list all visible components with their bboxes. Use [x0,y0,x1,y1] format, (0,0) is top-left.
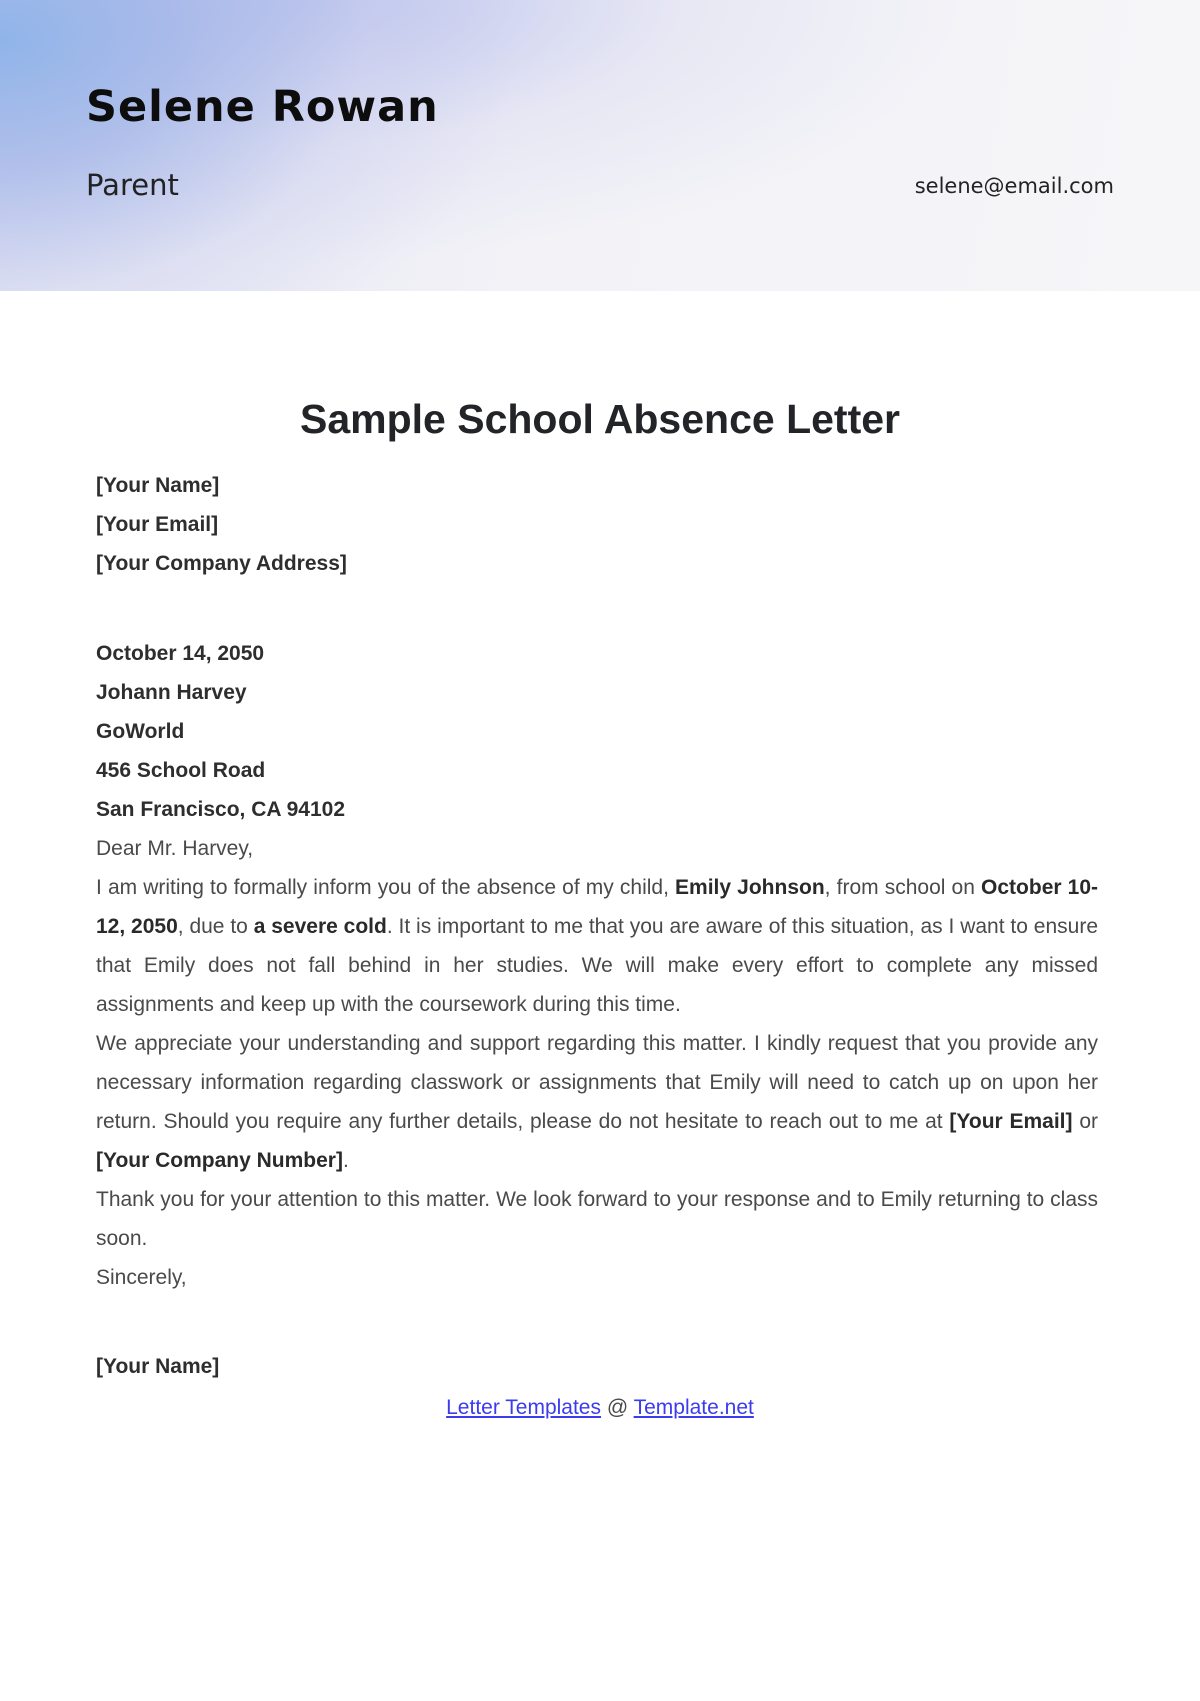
signature-placeholder: [Your Name] [96,1355,220,1378]
sender-email: selene@email.com [914,174,1114,198]
template-net-link[interactable]: Template.net [633,1396,754,1419]
email-placeholder: [Your Email] [949,1110,1073,1133]
paragraph-text: , from school on [824,876,982,899]
footer-attribution [0,1388,1200,1427]
closing: Sincerely, [96,1266,187,1289]
sender-full-name: Selene Rowan [86,82,439,132]
sender-address-placeholder: [Your Company Address] [96,552,347,575]
paragraph-text: . [342,1149,349,1172]
recipient-name: Johann Harvey [96,681,247,704]
recipient-city-state-zip: San Francisco, CA 94102 [96,798,346,821]
recipient-organization: GoWorld [96,720,185,743]
paragraph-text: I am writing to formally inform you of the absence of my child, [96,876,676,899]
letterhead-banner [0,0,1200,291]
absence-dates: October 10-12, 2050 [96,876,1099,938]
paragraph-text: or [1072,1110,1098,1133]
body-paragraph-1 [96,868,1098,1024]
sender-email-placeholder: [Your Email] [96,513,219,536]
letter-templates-link[interactable]: Letter Templates [446,1396,601,1419]
salutation: Dear Mr. Harvey, [96,837,254,860]
body-paragraph-3: Thank you for your attention to this matter. We look forward to your response and to Emily returning to class soon. [96,1188,1098,1250]
sender-role: Parent [86,168,179,202]
paragraph-text: . It is important to me that you are aware of this situation, as I want to ensure that Emily does not fall behind in her studies. We will make every effort to complete any missed assignments and keep up with the coursework during this time. [96,915,1098,1016]
absence-reason: a severe cold [253,915,387,938]
recipient-street: 456 School Road [96,759,266,782]
body-paragraph-2 [96,1024,1098,1180]
company-number-placeholder: [Your Company Number] [96,1149,343,1172]
document-title: Sample School Absence Letter [300,396,900,442]
at-separator: @ [601,1396,634,1419]
sender-name-placeholder: [Your Name] [96,474,220,497]
letter-date: October 14, 2050 [96,642,265,665]
child-name: Emily Johnson [675,876,825,899]
paragraph-text: , due to [177,915,254,938]
paragraph-text: We appreciate your understanding and support regarding this matter. I kindly request that you provide any necessary information regarding classwork or assignments that Emily will need to catch up on upon her return. Should you require any further details, please do not hesitate to reach out to me at [96,1032,1098,1133]
